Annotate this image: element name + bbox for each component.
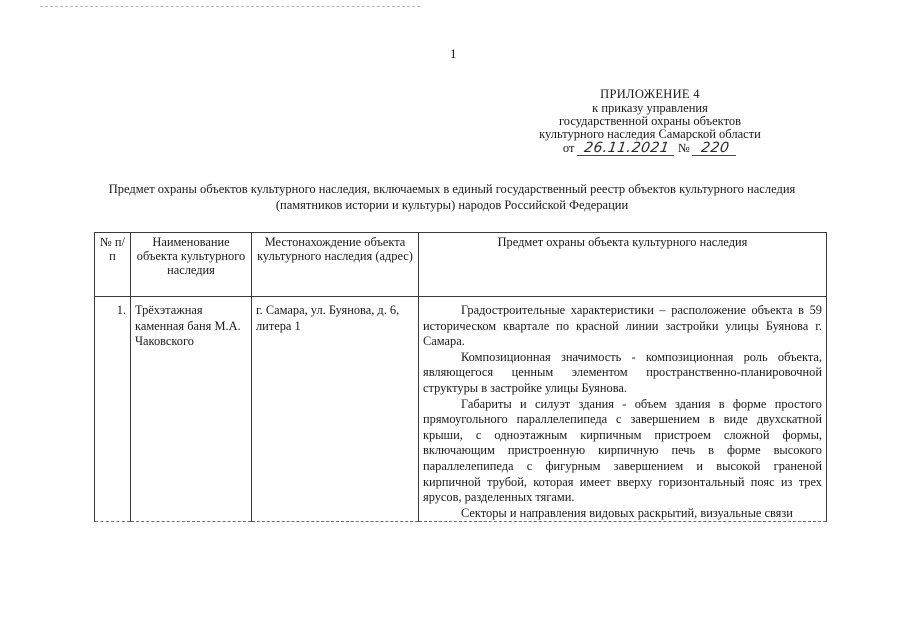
header-name: Наименование объекта культурного наследия [131,233,252,297]
approval-line: к приказу управления [592,101,708,115]
document-title: Предмет охраны объектов культурного наследия, включаемых в единый государственный реестр объектов культурного наследия (памятников истории и культуры) народов Российской Федерации [108,182,796,212]
page-number: 1 [450,46,457,61]
cell-name: Трёхэтажная каменная баня М.А. Чаковского [131,297,252,522]
subject-paragraph: Градостроительные характеристики – расположение объекта в 59 историческом квартале по красной линии застройки улицы Буянова г. Самара. [423,303,822,349]
header-number: № п/п [95,233,131,297]
heritage-table [94,232,827,522]
cell-address: г. Самара, ул. Буянова, д. 6, литера 1 [252,297,419,522]
scan-edge-dashes [40,6,420,7]
table-header-row [95,233,827,297]
order-date-handwritten: 26.11.2021 [577,142,676,156]
appendix-title: ПРИЛОЖЕНИЕ 4 [600,87,700,101]
header-subject: Предмет охраны объекта культурного наследия [419,233,827,297]
subject-paragraph: Секторы и направления видовых раскрытий, визуальные связи [461,505,793,520]
order-number-handwritten: 220 [692,142,738,156]
order-prefix: от [562,141,575,155]
order-line [563,142,737,156]
order-number-sign: № [677,141,690,155]
approval-line: культурного наследия Самарской области [539,127,761,141]
subject-paragraph: Композиционная значимость - композиционная роль объекта, являющегося ценным элементом пространственно-планировочной структуры в застройке улицы Буянова. [423,349,822,395]
header-address: Местонахождение объекта культурного наследия (адрес) [252,233,419,297]
approval-block [500,88,800,156]
table-row [95,297,827,522]
cell-number: 1. [95,297,131,522]
subject-paragraph: Габариты и силуэт здания - объем здания в форме простого прямоугольного параллелепипеда с завершением в виде двухскатной крыши, с одноэтажным кирпичным пристроем сложной формы, включающим пристроенную кирпичную печь в форме высокого параллелепипеда с фигурным завершением и высокой граненой кирпичной трубой, которая имеет вверху горизонтальный пояс из трех ярусов, разделенных тягами. [423,396,822,505]
approval-line: государственной охраны объектов [558,114,742,128]
cell-subject [419,297,827,522]
